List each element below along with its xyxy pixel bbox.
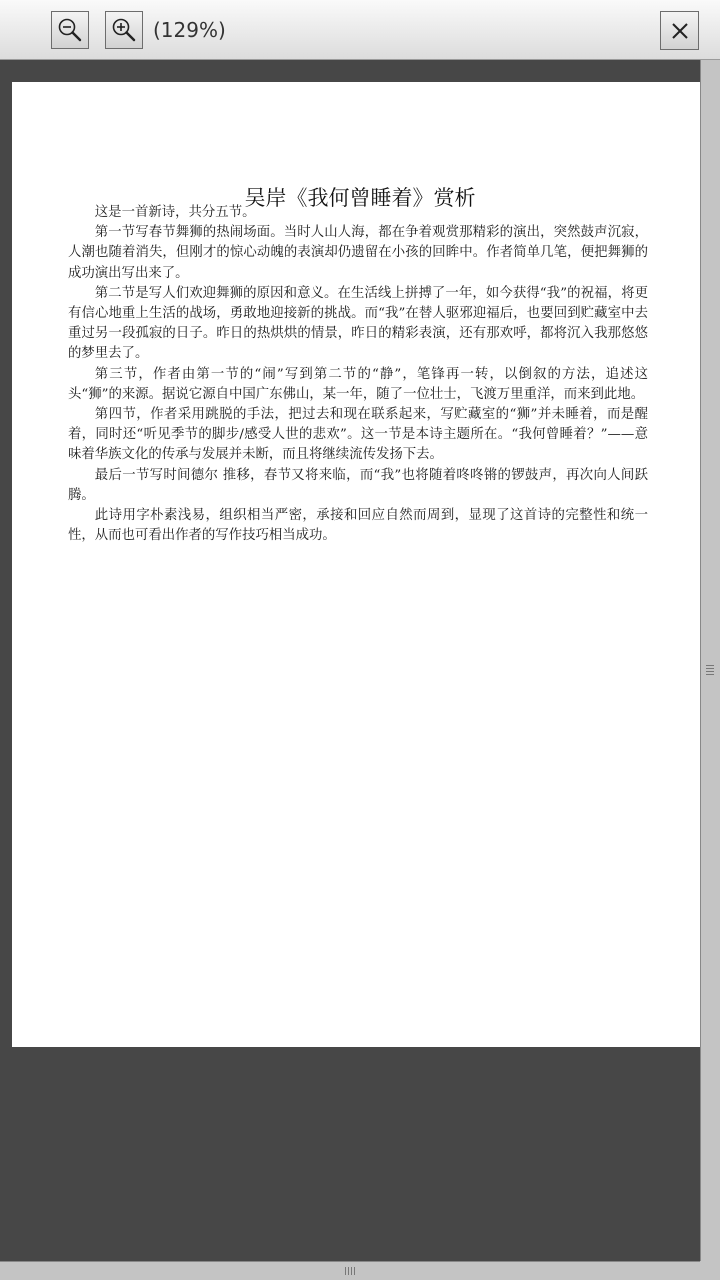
scrollbar-grip-icon[interactable] [706,665,714,675]
document-page [12,82,700,1047]
scrollbar-corner [700,1261,720,1280]
paragraph: 这是一首新诗，共分五节。 [94,205,256,220]
scrollbar-grip-icon[interactable] [345,1267,355,1275]
document-viewport[interactable] [0,60,700,1261]
vertical-scrollbar[interactable] [700,60,720,1261]
zoom-in-button[interactable] [105,11,143,49]
zoom-in-icon [111,17,137,43]
toolbar [0,0,720,60]
document-body [68,203,648,546]
paragraph: 第三节，作者由第一节的“闹”写到第二节的“静”，笔锋再一转，以倒叙的方法，追述这头“狮”的来源。据说它源自中国广东佛山，某一年，随了一位壮士，飞渡万里重洋，而来到此地。 [68,366,648,402]
zoom-out-icon [57,17,83,43]
close-button[interactable] [660,11,699,50]
document-title: 吴岸《我何曾睡着》赏析 [244,186,476,210]
zoom-level: (129%) [153,18,226,42]
horizontal-scrollbar[interactable] [0,1261,700,1280]
paragraph: 最后一节写时间德尔 推移，春节又将来临，而“我”也将随着咚咚锵的锣鼓声，再次向人间跃腾。 [68,467,648,503]
paragraph: 此诗用字朴素浅易，组织相当严密，承接和回应自然而周到，显现了这首诗的完整性和统一性，从而也可看出作者的写作技巧相当成功。 [68,508,648,544]
paragraph: 第四节，作者采用跳脱的手法，把过去和现在联系起来，写贮藏室的“狮”并未睡着，而是醒着，同时还“听见季节的脚步/感受人世的悲欢”。这一节是本诗主题所在。“我何曾睡着？”——意味着华族文化的传承与发展并未断，而且将继续流传发扬下去。 [68,407,648,463]
paragraph: 第二节是写人们欢迎舞狮的原因和意义。在生活线上拼搏了一年，如今获得“我”的祝福，将更有信心地重上生活的战场，勇敢地迎接新的挑战。而“我”在替人驱邪迎福后，也要回到贮藏室中去重过另一段孤寂的日子。昨日的热烘烘的情景，昨日的精彩表演，还有那欢呼，都将沉入我那悠悠的梦里去了。 [68,285,648,362]
zoom-out-button[interactable] [51,11,89,49]
close-icon [670,21,690,41]
paragraph: 第一节写春节舞狮的热闹场面。当时人山人海，都在争着观赏那精彩的演出，突然鼓声沉寂，人潮也随着消失，但刚才的惊心动魄的表演却仍遗留在小孩的回眸中。作者简单几笔，便把舞狮的成功演出写出来了。 [68,225,648,281]
